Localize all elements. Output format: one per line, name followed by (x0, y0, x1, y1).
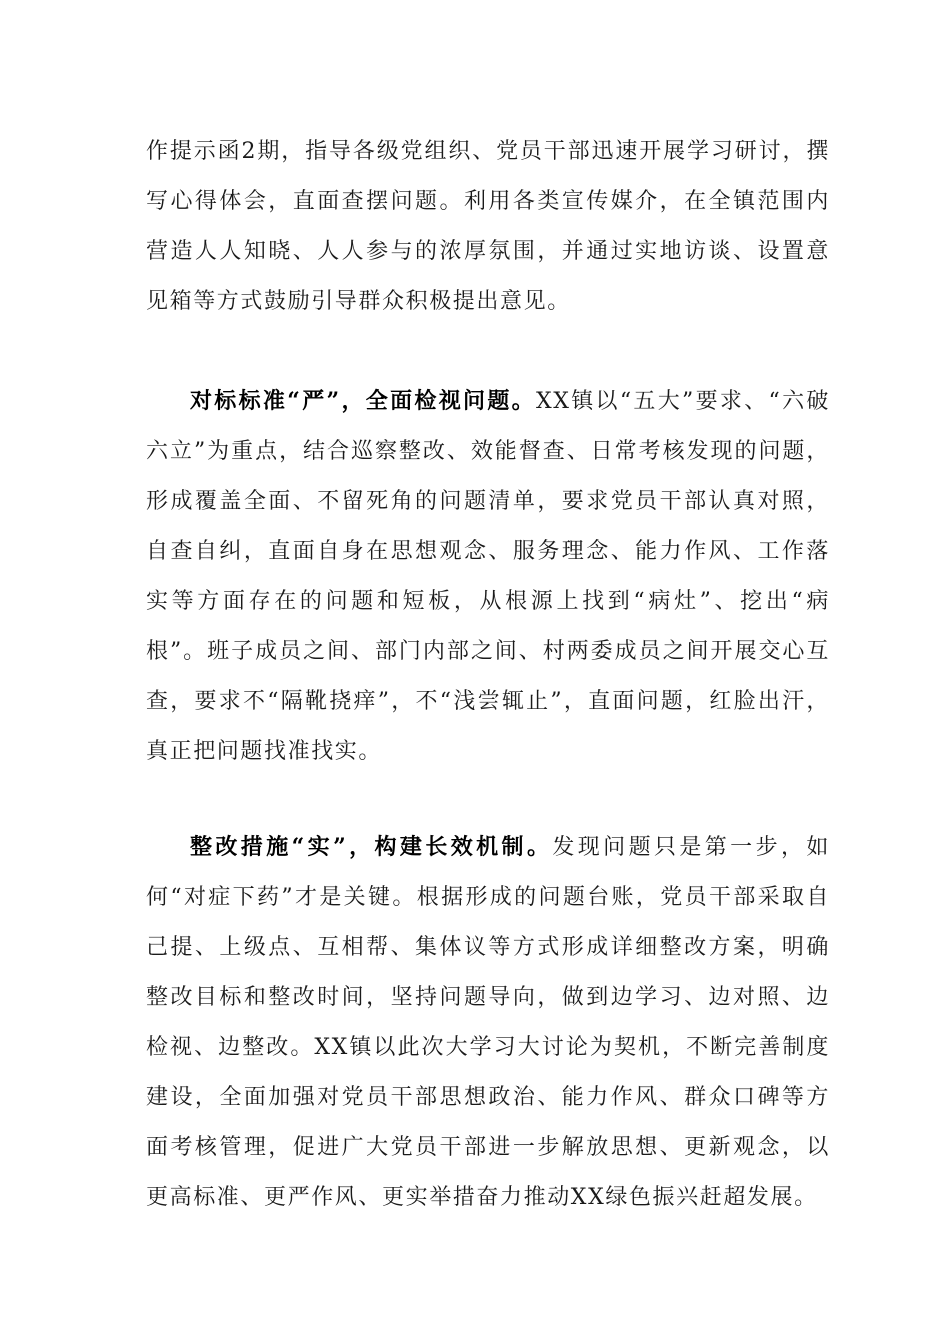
paragraph-continuation (146, 126, 830, 327)
paragraph-heading-rectification: 整改措施“实”，构建长效机制。 (190, 834, 553, 860)
paragraph-rectification (146, 822, 830, 1223)
paragraph-body: 作提示函2期，指导各级党组织、党员干部迅速开展学习研讨，撰写心得体会，直面查摆问题。利用各类宣传媒介，在全镇范围内营造人人知晓、人人参与的浓厚氛围，并通过实地访谈、设置意见箱等方式鼓励引导群众积极提出意见。 (146, 139, 830, 314)
paragraph-body: XX镇以“五大”要求、“六破六立”为重点，结合巡察整改、效能督查、日常考核发现的问题，形成覆盖全面、不留死角的问题清单，要求党员干部认真对照，自查自纠，直面自身在思想观念、服务理念、能力作风、工作落实等方面存在的问题和短板，从根源上找到“病灶”、挖出“病根”。班子成员之间、部门内部之间、村两委成员之间开展交心互查，要求不“隔靴挠痒”，不“浅尝辄止”，直面问题，红脸出汗，真正把问题找准找实。 (146, 389, 831, 764)
paragraph-standards (146, 376, 830, 777)
paragraph-heading-standards: 对标标准“严”，全面检视问题。 (190, 388, 536, 414)
paragraph-body: 发现问题只是第一步，如何“对症下药”才是关键。根据形成的问题台账，党员干部采取自己提、上级点、互相帮、集体议等方式形成详细整改方案，明确整改目标和整改时间，坚持问题导向，做到边学习、边对照、边检视、边整改。XX镇以此次大学习大讨论为契机，不断完善制度建设，全面加强对党员干部思想政治、能力作风、群众口碑等方面考核管理，促进广大党员干部进一步解放思想、更新观念，以更高标准、更严作风、更实举措奋力推动XX绿色振兴赶超发展。 (146, 835, 830, 1210)
